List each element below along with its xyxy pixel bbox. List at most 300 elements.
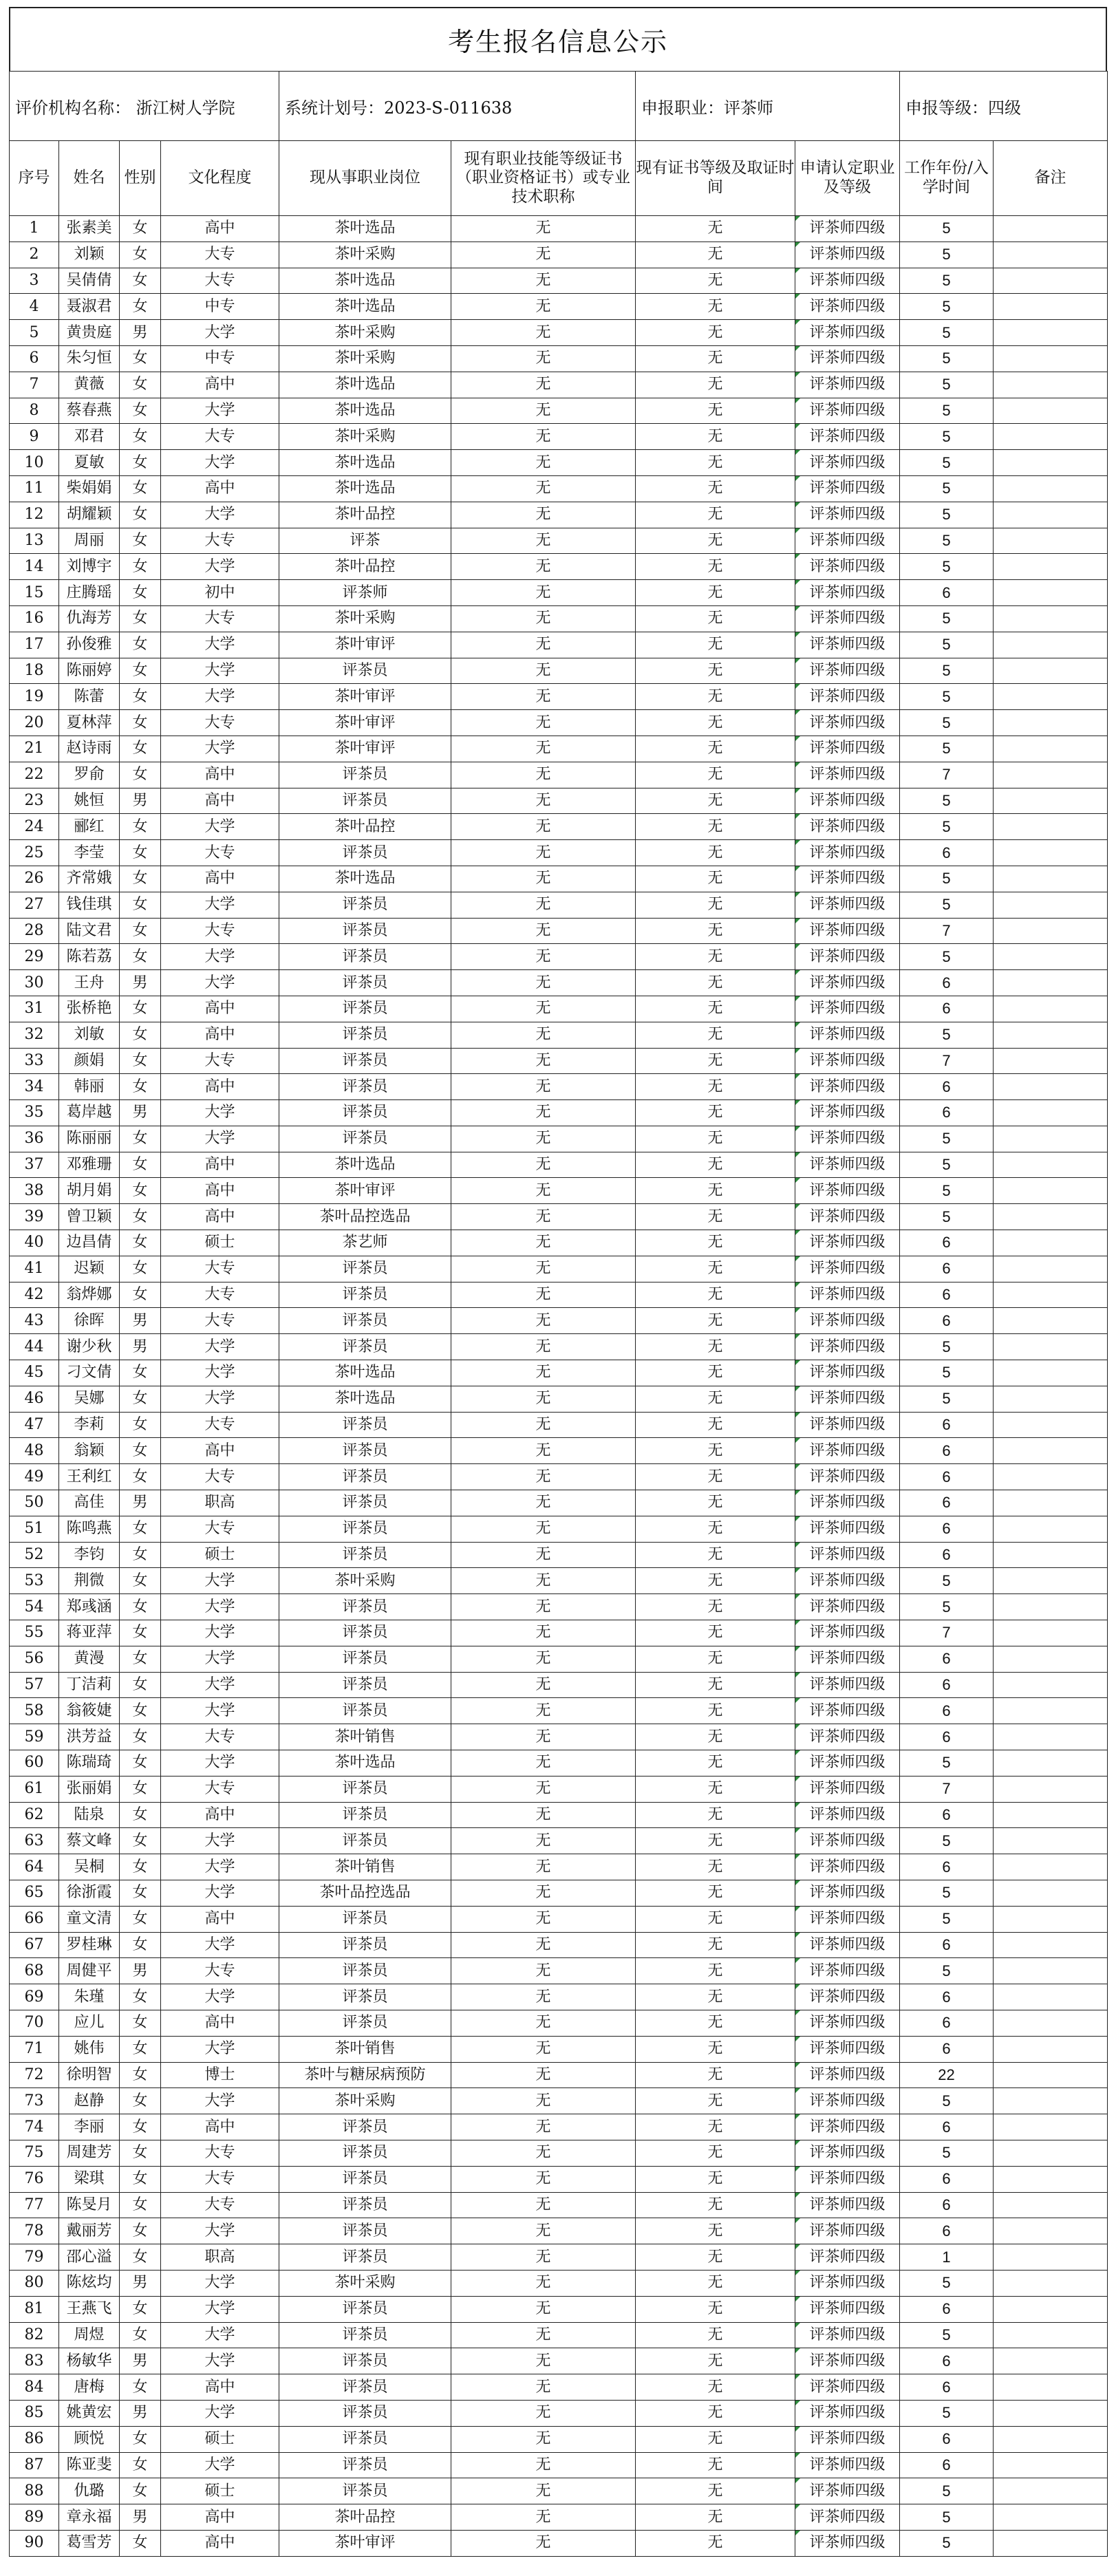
row-job: 评茶员 [279, 2010, 451, 2036]
row-remark [994, 970, 1108, 996]
row-education: 大学 [161, 970, 279, 996]
row-apply: 评茶师四级 [795, 1490, 900, 1516]
row-education: 高中 [161, 2010, 279, 2036]
row-remark [994, 736, 1108, 762]
row-index: 12 [10, 502, 59, 528]
row-cert: 无 [451, 1828, 636, 1854]
row-index: 24 [10, 814, 59, 840]
row-gender: 女 [120, 1256, 161, 1282]
row-years: 5 [900, 554, 994, 580]
row-apply: 评茶师四级 [795, 2010, 900, 2036]
row-gender: 女 [120, 1516, 161, 1542]
row-job: 评茶员 [279, 840, 451, 866]
row-cert: 无 [451, 1490, 636, 1516]
row-index: 66 [10, 1906, 59, 1932]
row-remark [994, 892, 1108, 918]
row-job: 评茶员 [279, 2244, 451, 2271]
row-apply: 评茶师四级 [795, 2452, 900, 2478]
row-apply: 评茶师四级 [795, 2244, 900, 2271]
row-gender: 女 [120, 2296, 161, 2322]
row-remark [994, 1620, 1108, 1646]
row-cert: 无 [451, 1880, 636, 1907]
row-cert-time: 无 [636, 710, 795, 736]
row-name: 邓君 [59, 424, 120, 450]
row-index: 21 [10, 736, 59, 762]
row-years: 6 [900, 1516, 994, 1542]
table-row [10, 1932, 1108, 1958]
row-education: 高中 [161, 2530, 279, 2556]
row-index: 88 [10, 2478, 59, 2504]
row-gender: 女 [120, 424, 161, 450]
row-cert: 无 [451, 1386, 636, 1412]
table-row [10, 1672, 1108, 1698]
table-row [10, 294, 1108, 320]
row-job: 评茶员 [279, 1932, 451, 1958]
row-remark [994, 1932, 1108, 1958]
row-index: 51 [10, 1516, 59, 1542]
row-name: 钱佳琪 [59, 892, 120, 918]
row-education: 大专 [161, 2192, 279, 2218]
row-years: 6 [900, 2374, 994, 2401]
row-cert: 无 [451, 1854, 636, 1880]
row-job: 评茶员 [279, 944, 451, 970]
row-index: 6 [10, 345, 59, 372]
row-name: 王燕飞 [59, 2296, 120, 2322]
row-job: 评茶员 [279, 2140, 451, 2166]
row-remark [994, 1022, 1108, 1048]
row-years: 5 [900, 2270, 994, 2296]
row-apply: 评茶师四级 [795, 2218, 900, 2244]
row-apply: 评茶师四级 [795, 710, 900, 736]
row-name: 梁琪 [59, 2166, 120, 2192]
row-cert-time: 无 [636, 1022, 795, 1048]
row-job: 茶叶选品 [279, 1360, 451, 1386]
row-cert: 无 [451, 1230, 636, 1256]
row-cert-time: 无 [636, 1074, 795, 1100]
row-cert: 无 [451, 1724, 636, 1750]
table-row [10, 1828, 1108, 1854]
row-remark [994, 216, 1108, 242]
row-apply: 评茶师四级 [795, 2140, 900, 2166]
row-cert: 无 [451, 1776, 636, 1802]
row-job: 评茶员 [279, 1646, 451, 1672]
row-job: 评茶员 [279, 1828, 451, 1854]
row-cert-time: 无 [636, 1880, 795, 1907]
row-cert-time: 无 [636, 840, 795, 866]
table-row [10, 1646, 1108, 1672]
row-years: 5 [900, 475, 994, 502]
row-gender: 女 [120, 814, 161, 840]
row-index: 17 [10, 632, 59, 658]
row-education: 大学 [161, 1750, 279, 1777]
table-row [10, 1698, 1108, 1724]
row-job: 评茶员 [279, 1958, 451, 1984]
row-years: 5 [900, 814, 994, 840]
row-cert: 无 [451, 2530, 636, 2556]
row-remark [994, 2400, 1108, 2426]
row-gender: 女 [120, 892, 161, 918]
row-apply: 评茶师四级 [795, 814, 900, 840]
row-gender: 女 [120, 2192, 161, 2218]
row-job: 评茶员 [279, 2322, 451, 2348]
row-gender: 女 [120, 372, 161, 398]
row-education: 大专 [161, 268, 279, 294]
row-job: 茶叶选品 [279, 216, 451, 242]
table-row [10, 1776, 1108, 1802]
row-cert: 无 [451, 736, 636, 762]
row-education: 大学 [161, 1672, 279, 1698]
row-cert-time: 无 [636, 2400, 795, 2426]
row-job: 茶叶选品 [279, 475, 451, 502]
row-gender: 女 [120, 1802, 161, 1828]
row-education: 大学 [161, 502, 279, 528]
table-row [10, 2270, 1108, 2296]
org-name: 评价机构名称： 浙江树人学院 [10, 72, 279, 141]
row-apply: 评茶师四级 [795, 2504, 900, 2531]
row-index: 86 [10, 2426, 59, 2452]
row-education: 大学 [161, 1126, 279, 1152]
row-index: 68 [10, 1958, 59, 1984]
row-index: 11 [10, 475, 59, 502]
row-gender: 女 [120, 996, 161, 1022]
row-years: 5 [900, 216, 994, 242]
row-gender: 女 [120, 710, 161, 736]
row-cert: 无 [451, 1646, 636, 1672]
row-job: 茶叶采购 [279, 605, 451, 632]
row-apply: 评茶师四级 [795, 1906, 900, 1932]
row-name: 罗俞 [59, 762, 120, 788]
row-education: 高中 [161, 1438, 279, 1464]
row-cert: 无 [451, 2348, 636, 2374]
row-index: 55 [10, 1620, 59, 1646]
table-row [10, 2348, 1108, 2374]
row-remark [994, 710, 1108, 736]
row-apply: 评茶师四级 [795, 502, 900, 528]
row-education: 高中 [161, 1022, 279, 1048]
row-years: 6 [900, 2010, 994, 2036]
row-name: 唐梅 [59, 2374, 120, 2401]
row-job: 评茶员 [279, 2218, 451, 2244]
row-index: 27 [10, 892, 59, 918]
row-index: 1 [10, 216, 59, 242]
row-index: 67 [10, 1932, 59, 1958]
row-cert: 无 [451, 242, 636, 268]
row-remark [994, 1490, 1108, 1516]
row-gender: 女 [120, 580, 161, 606]
row-cert: 无 [451, 2062, 636, 2088]
row-years: 6 [900, 2036, 994, 2062]
row-gender: 女 [120, 2244, 161, 2271]
row-index: 52 [10, 1542, 59, 1568]
row-name: 李莹 [59, 840, 120, 866]
row-education: 大专 [161, 1048, 279, 1074]
table-row [10, 2140, 1108, 2166]
row-cert: 无 [451, 996, 636, 1022]
row-apply: 评茶师四级 [795, 242, 900, 268]
row-name: 翁烨娜 [59, 1282, 120, 1308]
row-years: 6 [900, 1854, 994, 1880]
row-years: 5 [900, 2140, 994, 2166]
row-cert-time: 无 [636, 684, 795, 710]
row-name: 高佳 [59, 1490, 120, 1516]
row-cert-time: 无 [636, 1646, 795, 1672]
row-cert-time: 无 [636, 1620, 795, 1646]
row-name: 李莉 [59, 1412, 120, 1438]
table-row [10, 1516, 1108, 1542]
row-index: 15 [10, 580, 59, 606]
row-job: 评茶员 [279, 996, 451, 1022]
row-cert: 无 [451, 840, 636, 866]
row-apply: 评茶师四级 [795, 1750, 900, 1777]
row-years: 5 [900, 944, 994, 970]
row-years: 5 [900, 1022, 994, 1048]
row-remark [994, 1100, 1108, 1126]
row-remark [994, 2114, 1108, 2140]
row-years: 7 [900, 1048, 994, 1074]
row-cert-time: 无 [636, 1828, 795, 1854]
row-years: 5 [900, 632, 994, 658]
row-job: 评茶员 [279, 1620, 451, 1646]
row-cert-time: 无 [636, 1204, 795, 1230]
row-cert-time: 无 [636, 1750, 795, 1777]
row-remark [994, 2426, 1108, 2452]
row-remark [994, 1360, 1108, 1386]
row-education: 高中 [161, 2114, 279, 2140]
row-apply: 评茶师四级 [795, 554, 900, 580]
row-apply: 评茶师四级 [795, 2322, 900, 2348]
row-remark [994, 1984, 1108, 2010]
row-name: 荆微 [59, 1568, 120, 1594]
row-name: 陈丽婷 [59, 658, 120, 684]
header-years: 工作年份/入学时间 [900, 141, 994, 216]
row-gender: 女 [120, 1750, 161, 1777]
row-cert-time: 无 [636, 1308, 795, 1334]
row-name: 郦红 [59, 814, 120, 840]
row-education: 大学 [161, 1984, 279, 2010]
row-name: 徐明智 [59, 2062, 120, 2088]
row-name: 陈瑞琦 [59, 1750, 120, 1777]
row-index: 60 [10, 1750, 59, 1777]
row-job: 评茶员 [279, 2426, 451, 2452]
row-years: 5 [900, 1828, 994, 1854]
row-education: 高中 [161, 1152, 279, 1178]
row-name: 刘敏 [59, 1022, 120, 1048]
row-name: 邵心溢 [59, 2244, 120, 2271]
table-body [10, 216, 1108, 2557]
row-gender: 女 [120, 2062, 161, 2088]
row-years: 5 [900, 1958, 994, 1984]
row-education: 高中 [161, 1074, 279, 1100]
row-years: 6 [900, 580, 994, 606]
row-years: 6 [900, 1490, 994, 1516]
row-index: 78 [10, 2218, 59, 2244]
row-index: 65 [10, 1880, 59, 1907]
row-name: 蔡春燕 [59, 398, 120, 424]
row-education: 大学 [161, 736, 279, 762]
row-cert: 无 [451, 1022, 636, 1048]
row-remark [994, 268, 1108, 294]
row-index: 80 [10, 2270, 59, 2296]
row-years: 5 [900, 1386, 994, 1412]
row-index: 56 [10, 1646, 59, 1672]
row-years: 6 [900, 1932, 994, 1958]
table-row [10, 814, 1108, 840]
row-job: 评茶员 [279, 1464, 451, 1490]
row-cert-time: 无 [636, 632, 795, 658]
row-education: 大学 [161, 1386, 279, 1412]
row-years: 5 [900, 1594, 994, 1620]
row-apply: 评茶师四级 [795, 2270, 900, 2296]
row-gender: 女 [120, 2452, 161, 2478]
row-years: 6 [900, 2426, 994, 2452]
row-job: 评茶员 [279, 1672, 451, 1698]
row-job: 评茶员 [279, 1776, 451, 1802]
row-education: 高中 [161, 372, 279, 398]
row-cert-time: 无 [636, 1958, 795, 1984]
row-remark [994, 996, 1108, 1022]
row-cert: 无 [451, 2218, 636, 2244]
row-apply: 评茶师四级 [795, 1594, 900, 1620]
row-education: 初中 [161, 580, 279, 606]
row-name: 刁文倩 [59, 1360, 120, 1386]
row-remark [994, 840, 1108, 866]
row-remark [994, 944, 1108, 970]
row-cert: 无 [451, 2244, 636, 2271]
row-cert-time: 无 [636, 528, 795, 554]
row-apply: 评茶师四级 [795, 450, 900, 476]
row-apply: 评茶师四级 [795, 1178, 900, 1204]
row-education: 大专 [161, 1256, 279, 1282]
row-job: 茶叶品控选品 [279, 1204, 451, 1230]
row-education: 大学 [161, 2218, 279, 2244]
row-name: 谢少秋 [59, 1334, 120, 1360]
row-index: 43 [10, 1308, 59, 1334]
row-name: 姚恒 [59, 788, 120, 814]
row-remark [994, 2244, 1108, 2271]
row-cert: 无 [451, 1464, 636, 1490]
row-education: 大学 [161, 944, 279, 970]
row-education: 大学 [161, 2296, 279, 2322]
row-cert: 无 [451, 554, 636, 580]
table-row [10, 1984, 1108, 2010]
row-gender: 男 [120, 2400, 161, 2426]
info-row [10, 72, 1108, 141]
row-remark [994, 2010, 1108, 2036]
row-cert: 无 [451, 1568, 636, 1594]
table-row [10, 398, 1108, 424]
row-education: 大专 [161, 2140, 279, 2166]
table-row [10, 528, 1108, 554]
row-education: 大学 [161, 684, 279, 710]
row-name: 黄漫 [59, 1646, 120, 1672]
row-cert-time: 无 [636, 1386, 795, 1412]
table-row [10, 684, 1108, 710]
row-apply: 评茶师四级 [795, 996, 900, 1022]
table-row [10, 866, 1108, 892]
row-remark [994, 2348, 1108, 2374]
row-remark [994, 866, 1108, 892]
row-cert-time: 无 [636, 2296, 795, 2322]
header-remark: 备注 [994, 141, 1108, 216]
row-index: 74 [10, 2114, 59, 2140]
row-cert: 无 [451, 1152, 636, 1178]
row-education: 大学 [161, 2270, 279, 2296]
row-name: 刘颖 [59, 242, 120, 268]
table-row [10, 710, 1108, 736]
row-index: 19 [10, 684, 59, 710]
row-cert: 无 [451, 2400, 636, 2426]
row-cert: 无 [451, 1750, 636, 1777]
row-cert-time: 无 [636, 892, 795, 918]
row-years: 6 [900, 1984, 994, 2010]
row-gender: 男 [120, 1334, 161, 1360]
row-cert-time: 无 [636, 554, 795, 580]
row-name: 吴倩倩 [59, 268, 120, 294]
table-row [10, 2062, 1108, 2088]
row-remark [994, 1542, 1108, 1568]
table-row [10, 1022, 1108, 1048]
row-index: 41 [10, 1256, 59, 1282]
row-remark [994, 1958, 1108, 1984]
row-name: 曾卫颖 [59, 1204, 120, 1230]
row-apply: 评茶师四级 [795, 918, 900, 944]
row-job: 茶叶销售 [279, 1854, 451, 1880]
row-cert: 无 [451, 1074, 636, 1100]
row-job: 茶叶选品 [279, 398, 451, 424]
row-years: 5 [900, 2400, 994, 2426]
row-apply: 评茶师四级 [795, 2348, 900, 2374]
row-cert: 无 [451, 345, 636, 372]
row-gender: 女 [120, 1438, 161, 1464]
row-gender: 女 [120, 1126, 161, 1152]
row-years: 5 [900, 268, 994, 294]
table-row [10, 2114, 1108, 2140]
row-remark [994, 1568, 1108, 1594]
table-row [10, 320, 1108, 346]
row-name: 童文清 [59, 1906, 120, 1932]
row-gender: 女 [120, 502, 161, 528]
table-row [10, 996, 1108, 1022]
row-cert-time: 无 [636, 345, 795, 372]
row-remark [994, 918, 1108, 944]
row-apply: 评茶师四级 [795, 1932, 900, 1958]
row-education: 高中 [161, 996, 279, 1022]
row-apply: 评茶师四级 [795, 528, 900, 554]
row-cert: 无 [451, 450, 636, 476]
row-name: 王舟 [59, 970, 120, 996]
row-gender: 女 [120, 2374, 161, 2401]
row-cert-time: 无 [636, 450, 795, 476]
row-index: 36 [10, 1126, 59, 1152]
row-remark [994, 658, 1108, 684]
row-years: 5 [900, 1906, 994, 1932]
row-apply: 评茶师四级 [795, 1048, 900, 1074]
row-name: 胡月娟 [59, 1178, 120, 1204]
row-remark [994, 1516, 1108, 1542]
row-name: 吴桐 [59, 1854, 120, 1880]
row-index: 46 [10, 1386, 59, 1412]
row-index: 7 [10, 372, 59, 398]
row-name: 周丽 [59, 528, 120, 554]
row-job: 评茶员 [279, 762, 451, 788]
row-name: 边昌倩 [59, 1230, 120, 1256]
table-row [10, 2010, 1108, 2036]
row-gender: 女 [120, 762, 161, 788]
row-apply: 评茶师四级 [795, 2296, 900, 2322]
row-job: 评茶员 [279, 1802, 451, 1828]
row-apply: 评茶师四级 [795, 788, 900, 814]
row-cert: 无 [451, 970, 636, 996]
